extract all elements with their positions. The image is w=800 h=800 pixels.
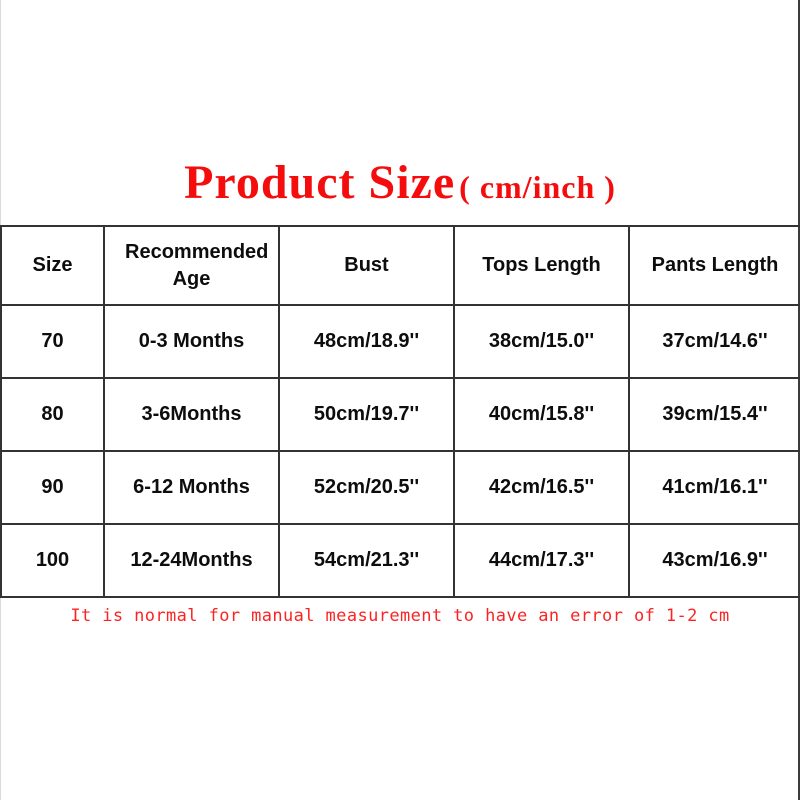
title-unit-text: ( cm/inch ): [459, 169, 616, 205]
page-title: [0, 155, 800, 210]
cell-pants-length: 37cm/14.6'': [629, 305, 800, 378]
header-tops-length: Tops Length: [454, 226, 629, 305]
cell-tops-length: 44cm/17.3'': [454, 524, 629, 597]
cell-age: 12-24Months: [104, 524, 279, 597]
cell-tops-length: 40cm/15.8'': [454, 378, 629, 451]
size-table: [0, 225, 800, 598]
measurement-error-note: It is normal for manual measurement to have an error of 1-2 cm: [70, 606, 730, 626]
cell-pants-length: 43cm/16.9'': [629, 524, 800, 597]
cell-size: 100: [1, 524, 104, 597]
cell-size: 90: [1, 451, 104, 524]
table-row-size-90: [1, 451, 800, 524]
cell-size: 70: [1, 305, 104, 378]
cell-pants-length: 39cm/15.4'': [629, 378, 800, 451]
cell-age: 3-6Months: [104, 378, 279, 451]
title-main-text: Product Size: [184, 156, 456, 209]
cell-age: 6-12 Months: [104, 451, 279, 524]
cell-bust: 48cm/18.9'': [279, 305, 454, 378]
header-bust: Bust: [279, 226, 454, 305]
cell-pants-length: 41cm/16.1'': [629, 451, 800, 524]
cell-bust: 52cm/20.5'': [279, 451, 454, 524]
table-row-size-100: [1, 524, 800, 597]
cell-tops-length: 42cm/16.5'': [454, 451, 629, 524]
table-row-size-80: [1, 378, 800, 451]
header-pants-length: Pants Length: [629, 226, 800, 305]
cell-tops-length: 38cm/15.0'': [454, 305, 629, 378]
table-row-size-70: [1, 305, 800, 378]
header-recommended-age: Recommended Age: [104, 226, 279, 305]
cell-age: 0-3 Months: [104, 305, 279, 378]
header-size: Size: [1, 226, 104, 305]
cell-size: 80: [1, 378, 104, 451]
cell-bust: 54cm/21.3'': [279, 524, 454, 597]
cell-bust: 50cm/19.7'': [279, 378, 454, 451]
table-header-row: [1, 226, 800, 305]
